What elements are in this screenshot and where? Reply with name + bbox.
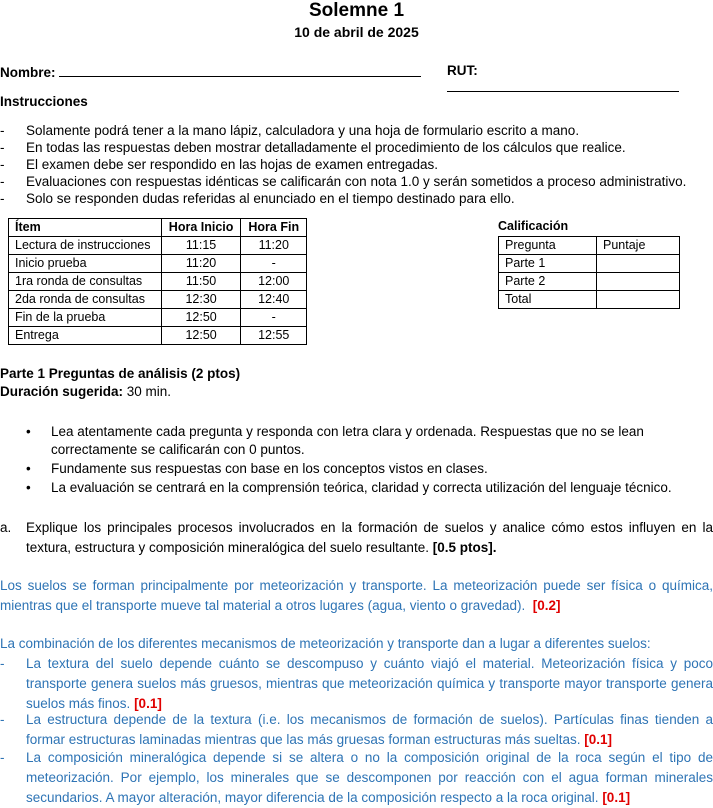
cell-item: Lectura de instrucciones: [9, 237, 162, 255]
bullet-marker: •: [26, 480, 31, 495]
question-text: Explique los principales procesos involucrados en la formación de suelos y analice cómo estos influyen en la textura, estructura y composición mineralógica del suelo resultante.: [26, 520, 713, 555]
table-row: [499, 255, 680, 273]
exam-title: Solemne 1: [308, 0, 405, 21]
grading-heading: Calificación: [498, 219, 569, 233]
table-row: [9, 327, 307, 345]
duration-label: Duración sugerida:: [0, 384, 124, 399]
cell-end: -: [241, 255, 307, 273]
answer-item-text: La composición mineralógica depende si se altera o no la composición original de la roca según el tipo de meteorización. Por ejemplo, los minerales que se descomponen por reacción con el agua forman minerales secundarios. A mayor alteración, mayor diferencia de la composición respecto a la roca original.: [26, 750, 713, 805]
col-header-end: Hora Fin: [241, 219, 307, 237]
score-badge: [0.1]: [602, 790, 631, 805]
cell-start: 11:15: [161, 237, 241, 255]
cell-end: -: [241, 309, 307, 327]
answer-item: [0, 748, 713, 808]
score-badge: [0.1]: [584, 732, 613, 747]
table-row: [9, 291, 307, 309]
cell-score: [597, 273, 680, 291]
cell-question: Parte 2: [499, 273, 597, 291]
cell-item: 1ra ronda de consultas: [9, 273, 162, 291]
name-blank-line: [59, 63, 421, 77]
bullet-text: Lea atentamente cada pregunta y responda con letra clara y ordenada. Respuestas que no se lean correctamente se calificarán con 0 puntos.: [51, 424, 644, 457]
bullet-item: [26, 423, 706, 459]
cell-score: [597, 255, 680, 273]
instruction-text: Solo se responden dudas referidas al enunciado en el tiempo destinado para ello.: [26, 191, 515, 206]
answer-item-body: [26, 710, 713, 750]
cell-item: Inicio prueba: [9, 255, 162, 273]
question-body: [26, 518, 713, 558]
cell-question: Total: [499, 291, 597, 309]
col-header-start: Hora Inicio: [161, 219, 241, 237]
cell-end: 11:20: [241, 237, 307, 255]
duration-value: 30 min.: [123, 384, 172, 399]
table-row: [499, 273, 680, 291]
part1-heading: Parte 1 Preguntas de análisis (2 ptos): [0, 366, 241, 381]
answer-item-body: [26, 654, 713, 714]
instruction-text: El examen debe ser respondido en las hojas de examen entregadas.: [26, 157, 439, 172]
cell-item: 2da ronda de consultas: [9, 291, 162, 309]
score-badge: [0.1]: [134, 696, 162, 711]
cell-end: 12:00: [241, 273, 307, 291]
instruction-text: En todas las respuestas deben mostrar detalladamente el procedimiento de los cálculos que realice.: [26, 140, 626, 155]
instruction-text: Solamente podrá tener a la mano lápiz, calculadora y una hoja de formulario escrito a mano.: [26, 123, 580, 138]
col-header-item: Ítem: [9, 219, 162, 237]
dash-marker: -: [0, 123, 5, 138]
question-a: [0, 518, 713, 558]
table-row: [9, 273, 307, 291]
table-row: [499, 291, 680, 309]
grading-table: [498, 236, 680, 309]
schedule-table: [8, 218, 307, 345]
cell-item: Entrega: [9, 327, 162, 345]
dash-marker: -: [0, 750, 5, 765]
grading-header-row: [499, 237, 680, 255]
cell-start: 12:30: [161, 291, 241, 309]
cell-item: Fin de la prueba: [9, 309, 162, 327]
name-label: Nombre:: [0, 65, 56, 80]
cell-score: [597, 291, 680, 309]
rut-field: [447, 63, 713, 95]
question-points: [0.5 ptos].: [428, 540, 497, 555]
instructions-heading: Instrucciones: [0, 94, 88, 109]
bullet-text: Fundamente sus respuestas con base en los conceptos vistos en clases.: [51, 461, 488, 476]
answer-item: [0, 654, 713, 714]
cell-start: 12:50: [161, 309, 241, 327]
cell-end: 12:40: [241, 291, 307, 309]
question-letter: a.: [0, 520, 12, 535]
score-badge: [0.2]: [532, 598, 561, 613]
name-field: [0, 63, 421, 80]
bullet-item: [26, 460, 706, 478]
cell-end: 12:55: [241, 327, 307, 345]
dash-marker: -: [0, 712, 5, 727]
table-row: [9, 255, 307, 273]
bullet-text: La evaluación se centrará en la comprensión teórica, claridad y correcta utilización del lenguaje técnico.: [51, 480, 672, 495]
schedule-header-row: [9, 219, 307, 237]
dash-marker: -: [0, 157, 5, 172]
dash-marker: -: [0, 656, 5, 671]
answer-item-text: La estructura depende de la textura (i.e. los mecanismos de formación de suelos). Partículas finas tienden a formar estructuras laminadas mientras que las más gruesas forman estructuras más sueltas.: [26, 712, 713, 747]
answer-item: [0, 710, 713, 750]
answer-text: Los suelos se forman principalmente por meteorización y transporte. La meteorización puede ser física o química, mientras que el transporte mueve tal material a otros lugares (agua, viento o gravedad).: [0, 578, 713, 613]
exam-date: 10 de abril de 2025: [294, 24, 419, 40]
answer-item-text: La textura del suelo depende cuánto se descompuso y cuánto viajó el material. Meteorización física y poco transporte genera suelos más gruesos, mientras que meteorización química y transporte mayor transporte genera suelos más finos.: [26, 656, 713, 711]
dash-marker: -: [0, 174, 5, 189]
cell-start: 11:20: [161, 255, 241, 273]
col-header-score: Puntaje: [597, 237, 680, 255]
table-row: [9, 237, 307, 255]
bullet-item: [26, 479, 706, 497]
answer-paragraph-1: [0, 576, 713, 616]
col-header-question: Pregunta: [499, 237, 597, 255]
duration-line: [0, 384, 171, 399]
cell-question: Parte 1: [499, 255, 597, 273]
dash-marker: -: [0, 140, 5, 155]
bullet-marker: •: [26, 461, 31, 476]
table-row: [9, 309, 307, 327]
answer-paragraph-2: La combinación de los diferentes mecanismos de meteorización y transporte dan a lugar a diferentes suelos:: [0, 636, 651, 651]
rut-blank-line: [447, 78, 679, 92]
rut-label: RUT:: [447, 63, 478, 78]
cell-start: 12:50: [161, 327, 241, 345]
dash-marker: -: [0, 191, 5, 206]
instruction-text: Evaluaciones con respuestas idénticas se calificarán con nota 1.0 y serán sometidos a proceso administrativo.: [26, 174, 687, 189]
answer-item-body: [26, 748, 713, 808]
bullet-marker: •: [26, 424, 31, 439]
cell-start: 11:50: [161, 273, 241, 291]
